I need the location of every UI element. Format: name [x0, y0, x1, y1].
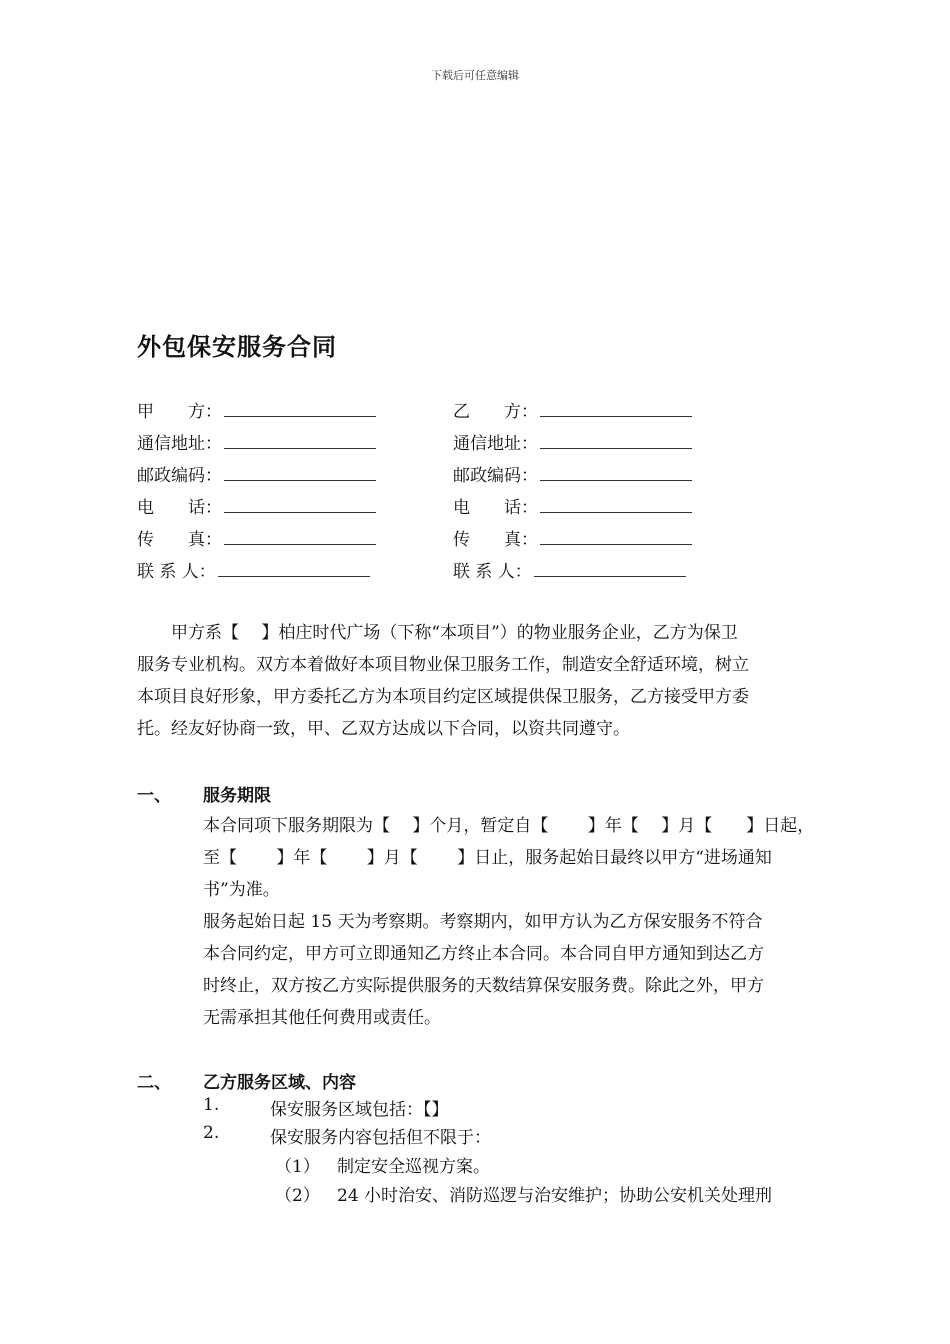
- item-text: 保安服务内容包括但不限于：: [270, 1128, 491, 1148]
- subitem-text: 制定安全巡视方案。: [337, 1157, 490, 1177]
- section-line: 时终止，双方按乙方实际提供服务的天数结算保安服务费。除此之外，甲方: [203, 976, 764, 996]
- party-a-row: [137, 429, 376, 454]
- blank-line: [218, 562, 370, 577]
- party-b-row: [453, 493, 692, 518]
- party-a-row: [137, 493, 376, 518]
- party-b-row: [453, 461, 692, 486]
- party-b-row: [453, 429, 692, 454]
- subitem-number: （2）: [275, 1186, 320, 1206]
- intro-line: 托。经友好协商一致，甲、乙双方达成以下合同，以资共同遵守。: [137, 719, 630, 739]
- blank-line: [534, 562, 686, 577]
- party-b-label: 邮政编码：: [453, 466, 538, 486]
- section-line: 服务起始日起 15 天为考察期。考察期内，如甲方认为乙方保安服务不符合: [203, 912, 763, 932]
- blank-line: [540, 402, 692, 417]
- party-b-label: 乙 方：: [453, 402, 538, 422]
- party-a-label: 传 真：: [137, 530, 222, 550]
- section-line: 无需承担其他任何费用或责任。: [203, 1008, 441, 1028]
- section-line: 本合同项下服务期限为【 】个月，暂定自【 】年【 】月【 】日起，: [203, 816, 815, 836]
- party-a-label: 甲 方：: [137, 402, 222, 422]
- party-b-row: [453, 557, 686, 582]
- intro-line: 甲方系【 】柏庄时代广场（下称“本项目”）的物业服务企业，乙方为保卫: [137, 623, 738, 643]
- item-text: 保安服务区域包括：【】: [270, 1100, 449, 1120]
- party-a-row: [137, 397, 376, 422]
- section-line: 书”为准。: [203, 880, 280, 900]
- party-a-row: [137, 461, 376, 486]
- party-a-label: 电 话：: [137, 498, 222, 518]
- intro-line: 本项目良好形象，甲方委托乙方为本项目约定区域提供保卫服务，乙方接受甲方委: [137, 687, 749, 707]
- party-a-label: 联 系 人：: [137, 562, 216, 582]
- blank-line: [224, 530, 376, 545]
- section-line: 至【 】年【 】月【 】日止，服务起始日最终以甲方“进场通知: [203, 848, 772, 868]
- subitem-text: 24 小时治安、消防巡逻与治安维护；协助公安机关处理刑: [337, 1186, 773, 1206]
- intro-line: 服务专业机构。双方本着做好本项目物业保卫服务工作，制造安全舒适环境，树立: [137, 655, 749, 675]
- party-b-label: 电 话：: [453, 498, 538, 518]
- blank-line: [224, 402, 376, 417]
- party-a-row: [137, 557, 370, 582]
- party-a-label: 通信地址：: [137, 434, 222, 454]
- blank-line: [540, 466, 692, 481]
- blank-line: [224, 498, 376, 513]
- blank-line: [224, 466, 376, 481]
- blank-line: [540, 530, 692, 545]
- section-number: 一、: [137, 786, 171, 806]
- party-b-label: 联 系 人：: [453, 562, 532, 582]
- item-number: 1.: [203, 1095, 220, 1115]
- blank-line: [224, 434, 376, 449]
- party-b-label: 通信地址：: [453, 434, 538, 454]
- blank-line: [540, 498, 692, 513]
- document-title: 外包保安服务合同: [137, 333, 337, 361]
- party-a-row: [137, 525, 376, 550]
- section-number: 二、: [137, 1073, 171, 1093]
- section-title: 乙方服务区域、内容: [203, 1073, 356, 1093]
- item-number: 2.: [203, 1123, 220, 1143]
- party-a-label: 邮政编码：: [137, 466, 222, 486]
- header-note: 下载后可任意编辑: [431, 69, 519, 82]
- party-b-row: [453, 397, 692, 422]
- section-line: 本合同约定，甲方可立即通知乙方终止本合同。本合同自甲方通知到达乙方: [203, 944, 764, 964]
- subitem-number: （1）: [275, 1157, 320, 1177]
- party-b-row: [453, 525, 692, 550]
- party-b-label: 传 真：: [453, 530, 538, 550]
- section-title: 服务期限: [203, 786, 271, 806]
- blank-line: [540, 434, 692, 449]
